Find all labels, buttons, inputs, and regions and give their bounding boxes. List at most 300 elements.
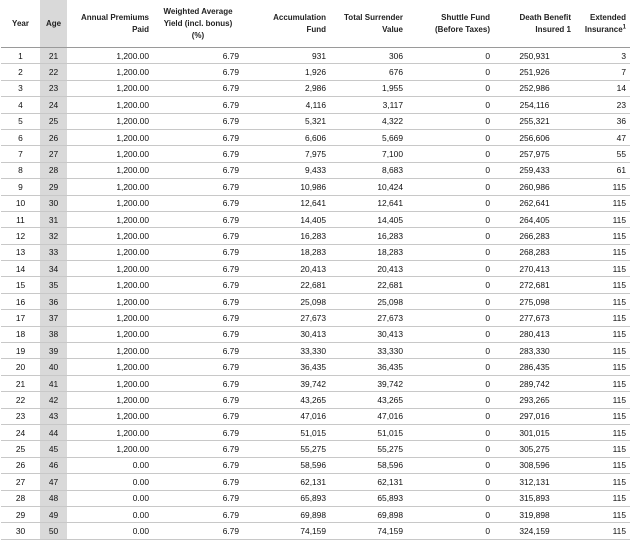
cell-accumulation: 18,283 — [243, 244, 330, 260]
header-year: Year — [1, 0, 40, 48]
cell-premium: 1,200.00 — [67, 375, 153, 391]
cell-death-benefit: 266,283 — [494, 228, 575, 244]
cell-age: 32 — [40, 228, 67, 244]
cell-extended: 14 — [575, 80, 630, 96]
header-annual-premiums: Annual Premiums Paid — [67, 0, 153, 48]
cell-age: 28 — [40, 162, 67, 178]
cell-accumulation: 30,413 — [243, 326, 330, 342]
cell-yield: 6.79 — [153, 244, 243, 260]
cell-accumulation: 20,413 — [243, 261, 330, 277]
cell-extended: 115 — [575, 343, 630, 359]
cell-yield: 6.79 — [153, 80, 243, 96]
cell-death-benefit: 260,986 — [494, 179, 575, 195]
cell-death-benefit: 255,321 — [494, 113, 575, 129]
cell-year: 27 — [1, 474, 40, 490]
cell-yield: 6.79 — [153, 506, 243, 522]
table-row — [1, 64, 630, 80]
cell-surrender: 676 — [330, 64, 407, 80]
cell-surrender: 55,275 — [330, 441, 407, 457]
cell-death-benefit: 268,283 — [494, 244, 575, 260]
cell-accumulation: 51,015 — [243, 424, 330, 440]
cell-year: 9 — [1, 179, 40, 195]
cell-shuttle: 0 — [407, 129, 494, 145]
cell-shuttle: 0 — [407, 179, 494, 195]
cell-surrender: 4,322 — [330, 113, 407, 129]
cell-shuttle: 0 — [407, 424, 494, 440]
cell-accumulation: 931 — [243, 48, 330, 64]
cell-age: 36 — [40, 293, 67, 309]
cell-death-benefit: 259,433 — [494, 162, 575, 178]
cell-year: 24 — [1, 424, 40, 440]
cell-premium: 1,200.00 — [67, 129, 153, 145]
cell-surrender: 27,673 — [330, 310, 407, 326]
cell-shuttle: 0 — [407, 359, 494, 375]
cell-year: 15 — [1, 277, 40, 293]
cell-yield: 6.79 — [153, 310, 243, 326]
cell-shuttle: 0 — [407, 408, 494, 424]
cell-age: 41 — [40, 375, 67, 391]
cell-death-benefit: 315,893 — [494, 490, 575, 506]
table-row — [1, 211, 630, 227]
cell-premium: 0.00 — [67, 474, 153, 490]
cell-premium: 1,200.00 — [67, 113, 153, 129]
cell-shuttle: 0 — [407, 97, 494, 113]
cell-age: 43 — [40, 408, 67, 424]
cell-yield: 6.79 — [153, 490, 243, 506]
cell-shuttle: 0 — [407, 162, 494, 178]
cell-premium: 1,200.00 — [67, 64, 153, 80]
cell-surrender: 10,424 — [330, 179, 407, 195]
cell-yield: 6.79 — [153, 113, 243, 129]
cell-shuttle: 0 — [407, 64, 494, 80]
cell-death-benefit: 324,159 — [494, 523, 575, 539]
cell-year: 1 — [1, 48, 40, 64]
cell-surrender: 12,641 — [330, 195, 407, 211]
cell-yield: 6.79 — [153, 48, 243, 64]
cell-yield: 6.79 — [153, 424, 243, 440]
cell-year: 3 — [1, 80, 40, 96]
table-row — [1, 506, 630, 522]
cell-year: 30 — [1, 523, 40, 539]
illustration-table — [1, 0, 630, 540]
cell-premium: 1,200.00 — [67, 179, 153, 195]
cell-surrender: 20,413 — [330, 261, 407, 277]
cell-shuttle: 0 — [407, 146, 494, 162]
cell-year: 2 — [1, 64, 40, 80]
cell-year: 28 — [1, 490, 40, 506]
cell-yield: 6.79 — [153, 343, 243, 359]
table-row — [1, 293, 630, 309]
cell-accumulation: 16,283 — [243, 228, 330, 244]
header-extended-insurance: Extended Insurance$^1$ — [575, 0, 630, 48]
cell-extended: 36 — [575, 113, 630, 129]
cell-age: 39 — [40, 343, 67, 359]
cell-death-benefit: 257,975 — [494, 146, 575, 162]
cell-age: 42 — [40, 392, 67, 408]
cell-accumulation: 14,405 — [243, 211, 330, 227]
cell-premium: 1,200.00 — [67, 343, 153, 359]
cell-accumulation: 6,606 — [243, 129, 330, 145]
table-row — [1, 424, 630, 440]
cell-death-benefit: 308,596 — [494, 457, 575, 473]
cell-surrender: 8,683 — [330, 162, 407, 178]
cell-year: 11 — [1, 211, 40, 227]
cell-accumulation: 33,330 — [243, 343, 330, 359]
cell-shuttle: 0 — [407, 474, 494, 490]
cell-yield: 6.79 — [153, 228, 243, 244]
cell-yield: 6.79 — [153, 523, 243, 539]
cell-surrender: 306 — [330, 48, 407, 64]
cell-extended: 115 — [575, 261, 630, 277]
cell-death-benefit: 289,742 — [494, 375, 575, 391]
cell-extended: 115 — [575, 506, 630, 522]
cell-extended: 115 — [575, 375, 630, 391]
cell-extended: 115 — [575, 441, 630, 457]
cell-age: 46 — [40, 457, 67, 473]
cell-surrender: 16,283 — [330, 228, 407, 244]
cell-death-benefit: 262,641 — [494, 195, 575, 211]
table-row — [1, 261, 630, 277]
cell-death-benefit: 286,435 — [494, 359, 575, 375]
cell-year: 18 — [1, 326, 40, 342]
cell-year: 13 — [1, 244, 40, 260]
cell-premium: 0.00 — [67, 523, 153, 539]
cell-extended: 55 — [575, 146, 630, 162]
cell-shuttle: 0 — [407, 228, 494, 244]
cell-accumulation: 36,435 — [243, 359, 330, 375]
cell-yield: 6.79 — [153, 146, 243, 162]
cell-death-benefit: 312,131 — [494, 474, 575, 490]
cell-death-benefit: 280,413 — [494, 326, 575, 342]
cell-extended: 115 — [575, 277, 630, 293]
cell-death-benefit: 319,898 — [494, 506, 575, 522]
cell-extended: 115 — [575, 228, 630, 244]
cell-death-benefit: 256,606 — [494, 129, 575, 145]
cell-yield: 6.79 — [153, 162, 243, 178]
cell-year: 10 — [1, 195, 40, 211]
cell-premium: 1,200.00 — [67, 195, 153, 211]
cell-shuttle: 0 — [407, 195, 494, 211]
cell-premium: 1,200.00 — [67, 359, 153, 375]
cell-yield: 6.79 — [153, 359, 243, 375]
cell-yield: 6.79 — [153, 129, 243, 145]
cell-death-benefit: 252,986 — [494, 80, 575, 96]
cell-death-benefit: 277,673 — [494, 310, 575, 326]
cell-yield: 6.79 — [153, 64, 243, 80]
cell-age: 48 — [40, 490, 67, 506]
cell-shuttle: 0 — [407, 211, 494, 227]
cell-death-benefit: 301,015 — [494, 424, 575, 440]
cell-age: 23 — [40, 80, 67, 96]
cell-yield: 6.79 — [153, 375, 243, 391]
cell-accumulation: 62,131 — [243, 474, 330, 490]
cell-year: 23 — [1, 408, 40, 424]
cell-surrender: 74,159 — [330, 523, 407, 539]
cell-yield: 6.79 — [153, 211, 243, 227]
cell-surrender: 25,098 — [330, 293, 407, 309]
cell-age: 38 — [40, 326, 67, 342]
table-row — [1, 277, 630, 293]
cell-shuttle: 0 — [407, 441, 494, 457]
cell-age: 27 — [40, 146, 67, 162]
cell-premium: 1,200.00 — [67, 146, 153, 162]
cell-extended: 7 — [575, 64, 630, 80]
cell-age: 50 — [40, 523, 67, 539]
cell-accumulation: 4,116 — [243, 97, 330, 113]
cell-premium: 1,200.00 — [67, 80, 153, 96]
cell-age: 24 — [40, 97, 67, 113]
cell-shuttle: 0 — [407, 506, 494, 522]
cell-accumulation: 55,275 — [243, 441, 330, 457]
cell-surrender: 7,100 — [330, 146, 407, 162]
table-row — [1, 359, 630, 375]
cell-premium: 1,200.00 — [67, 48, 153, 64]
cell-premium: 1,200.00 — [67, 326, 153, 342]
cell-accumulation: 12,641 — [243, 195, 330, 211]
table-row — [1, 343, 630, 359]
cell-death-benefit: 250,931 — [494, 48, 575, 64]
cell-extended: 115 — [575, 408, 630, 424]
table-row — [1, 244, 630, 260]
table-row — [1, 408, 630, 424]
cell-premium: 0.00 — [67, 490, 153, 506]
table-row — [1, 113, 630, 129]
table-row — [1, 523, 630, 539]
cell-extended: 115 — [575, 457, 630, 473]
cell-shuttle: 0 — [407, 48, 494, 64]
cell-shuttle: 0 — [407, 80, 494, 96]
cell-year: 19 — [1, 343, 40, 359]
table-row — [1, 392, 630, 408]
cell-premium: 1,200.00 — [67, 261, 153, 277]
cell-extended: 115 — [575, 523, 630, 539]
cell-extended: 115 — [575, 474, 630, 490]
table-row — [1, 310, 630, 326]
cell-shuttle: 0 — [407, 343, 494, 359]
cell-year: 14 — [1, 261, 40, 277]
cell-death-benefit: 293,265 — [494, 392, 575, 408]
cell-premium: 1,200.00 — [67, 277, 153, 293]
cell-yield: 6.79 — [153, 179, 243, 195]
cell-year: 7 — [1, 146, 40, 162]
cell-year: 20 — [1, 359, 40, 375]
table-row — [1, 195, 630, 211]
header-total-surrender-value: Total Surrender Value — [330, 0, 407, 48]
cell-death-benefit: 254,116 — [494, 97, 575, 113]
cell-year: 26 — [1, 457, 40, 473]
table-body — [1, 48, 630, 540]
cell-shuttle: 0 — [407, 326, 494, 342]
cell-age: 34 — [40, 261, 67, 277]
cell-shuttle: 0 — [407, 310, 494, 326]
table-row — [1, 162, 630, 178]
cell-yield: 6.79 — [153, 457, 243, 473]
cell-surrender: 39,742 — [330, 375, 407, 391]
cell-shuttle: 0 — [407, 490, 494, 506]
footnote-marker: 1 — [622, 23, 626, 30]
cell-year: 17 — [1, 310, 40, 326]
cell-accumulation: 27,673 — [243, 310, 330, 326]
cell-age: 33 — [40, 244, 67, 260]
cell-shuttle: 0 — [407, 293, 494, 309]
cell-surrender: 14,405 — [330, 211, 407, 227]
table-row — [1, 179, 630, 195]
cell-extended: 115 — [575, 326, 630, 342]
cell-accumulation: 10,986 — [243, 179, 330, 195]
cell-year: 16 — [1, 293, 40, 309]
cell-premium: 1,200.00 — [67, 244, 153, 260]
cell-accumulation: 74,159 — [243, 523, 330, 539]
cell-accumulation: 39,742 — [243, 375, 330, 391]
table-row — [1, 146, 630, 162]
cell-premium: 1,200.00 — [67, 293, 153, 309]
cell-age: 26 — [40, 129, 67, 145]
cell-death-benefit: 272,681 — [494, 277, 575, 293]
cell-year: 25 — [1, 441, 40, 457]
cell-death-benefit: 283,330 — [494, 343, 575, 359]
cell-accumulation: 22,681 — [243, 277, 330, 293]
cell-shuttle: 0 — [407, 277, 494, 293]
cell-age: 49 — [40, 506, 67, 522]
cell-accumulation: 7,975 — [243, 146, 330, 162]
cell-yield: 6.79 — [153, 326, 243, 342]
cell-shuttle: 0 — [407, 244, 494, 260]
cell-surrender: 51,015 — [330, 424, 407, 440]
table-row — [1, 457, 630, 473]
cell-extended: 3 — [575, 48, 630, 64]
header-death-benefit: Death Benefit Insured 1 — [494, 0, 575, 48]
cell-surrender: 3,117 — [330, 97, 407, 113]
cell-age: 25 — [40, 113, 67, 129]
cell-surrender: 22,681 — [330, 277, 407, 293]
cell-yield: 6.79 — [153, 474, 243, 490]
cell-age: 29 — [40, 179, 67, 195]
cell-accumulation: 43,265 — [243, 392, 330, 408]
cell-premium: 1,200.00 — [67, 310, 153, 326]
cell-surrender: 18,283 — [330, 244, 407, 260]
header-accumulation-fund: Accumulation Fund — [243, 0, 330, 48]
cell-extended: 115 — [575, 490, 630, 506]
cell-age: 31 — [40, 211, 67, 227]
cell-year: 6 — [1, 129, 40, 145]
header-weighted-average-yield: Weighted Average Yield (incl. bonus) (%) — [153, 0, 243, 48]
cell-surrender: 1,955 — [330, 80, 407, 96]
cell-age: 35 — [40, 277, 67, 293]
cell-shuttle: 0 — [407, 113, 494, 129]
cell-surrender: 69,898 — [330, 506, 407, 522]
cell-yield: 6.79 — [153, 441, 243, 457]
cell-yield: 6.79 — [153, 261, 243, 277]
cell-premium: 1,200.00 — [67, 424, 153, 440]
cell-surrender: 43,265 — [330, 392, 407, 408]
cell-extended: 115 — [575, 310, 630, 326]
cell-extended: 115 — [575, 424, 630, 440]
cell-age: 22 — [40, 64, 67, 80]
cell-premium: 1,200.00 — [67, 392, 153, 408]
cell-shuttle: 0 — [407, 392, 494, 408]
cell-surrender: 47,016 — [330, 408, 407, 424]
cell-death-benefit: 305,275 — [494, 441, 575, 457]
cell-accumulation: 25,098 — [243, 293, 330, 309]
table-row — [1, 474, 630, 490]
cell-death-benefit: 297,016 — [494, 408, 575, 424]
table-header — [1, 0, 630, 48]
cell-year: 22 — [1, 392, 40, 408]
cell-year: 21 — [1, 375, 40, 391]
cell-age: 37 — [40, 310, 67, 326]
table-row — [1, 441, 630, 457]
cell-year: 4 — [1, 97, 40, 113]
cell-yield: 6.79 — [153, 277, 243, 293]
table-row — [1, 48, 630, 64]
cell-surrender: 62,131 — [330, 474, 407, 490]
cell-extended: 115 — [575, 179, 630, 195]
cell-death-benefit: 275,098 — [494, 293, 575, 309]
cell-death-benefit: 251,926 — [494, 64, 575, 80]
cell-extended: 23 — [575, 97, 630, 113]
cell-yield: 6.79 — [153, 293, 243, 309]
cell-yield: 6.79 — [153, 97, 243, 113]
table-row — [1, 228, 630, 244]
cell-age: 44 — [40, 424, 67, 440]
cell-accumulation: 47,016 — [243, 408, 330, 424]
cell-surrender: 5,669 — [330, 129, 407, 145]
cell-year: 5 — [1, 113, 40, 129]
cell-surrender: 36,435 — [330, 359, 407, 375]
cell-premium: 0.00 — [67, 506, 153, 522]
cell-premium: 1,200.00 — [67, 441, 153, 457]
cell-shuttle: 0 — [407, 523, 494, 539]
cell-year: 29 — [1, 506, 40, 522]
cell-surrender: 65,893 — [330, 490, 407, 506]
cell-age: 30 — [40, 195, 67, 211]
cell-yield: 6.79 — [153, 392, 243, 408]
cell-accumulation: 69,898 — [243, 506, 330, 522]
cell-shuttle: 0 — [407, 261, 494, 277]
cell-premium: 0.00 — [67, 457, 153, 473]
table-row — [1, 490, 630, 506]
cell-surrender: 30,413 — [330, 326, 407, 342]
table-row — [1, 129, 630, 145]
cell-extended: 115 — [575, 244, 630, 260]
cell-extended: 47 — [575, 129, 630, 145]
cell-accumulation: 5,321 — [243, 113, 330, 129]
cell-extended: 115 — [575, 293, 630, 309]
cell-age: 21 — [40, 48, 67, 64]
cell-shuttle: 0 — [407, 457, 494, 473]
cell-extended: 115 — [575, 392, 630, 408]
cell-age: 40 — [40, 359, 67, 375]
cell-surrender: 33,330 — [330, 343, 407, 359]
cell-death-benefit: 264,405 — [494, 211, 575, 227]
header-shuttle-fund: Shuttle Fund (Before Taxes) — [407, 0, 494, 48]
cell-surrender: 58,596 — [330, 457, 407, 473]
table-row — [1, 375, 630, 391]
cell-age: 47 — [40, 474, 67, 490]
cell-yield: 6.79 — [153, 408, 243, 424]
cell-extended: 61 — [575, 162, 630, 178]
cell-premium: 1,200.00 — [67, 162, 153, 178]
cell-extended: 115 — [575, 211, 630, 227]
cell-accumulation: 9,433 — [243, 162, 330, 178]
table-row — [1, 97, 630, 113]
cell-premium: 1,200.00 — [67, 408, 153, 424]
cell-extended: 115 — [575, 195, 630, 211]
cell-yield: 6.79 — [153, 195, 243, 211]
cell-premium: 1,200.00 — [67, 97, 153, 113]
cell-year: 8 — [1, 162, 40, 178]
cell-premium: 1,200.00 — [67, 228, 153, 244]
